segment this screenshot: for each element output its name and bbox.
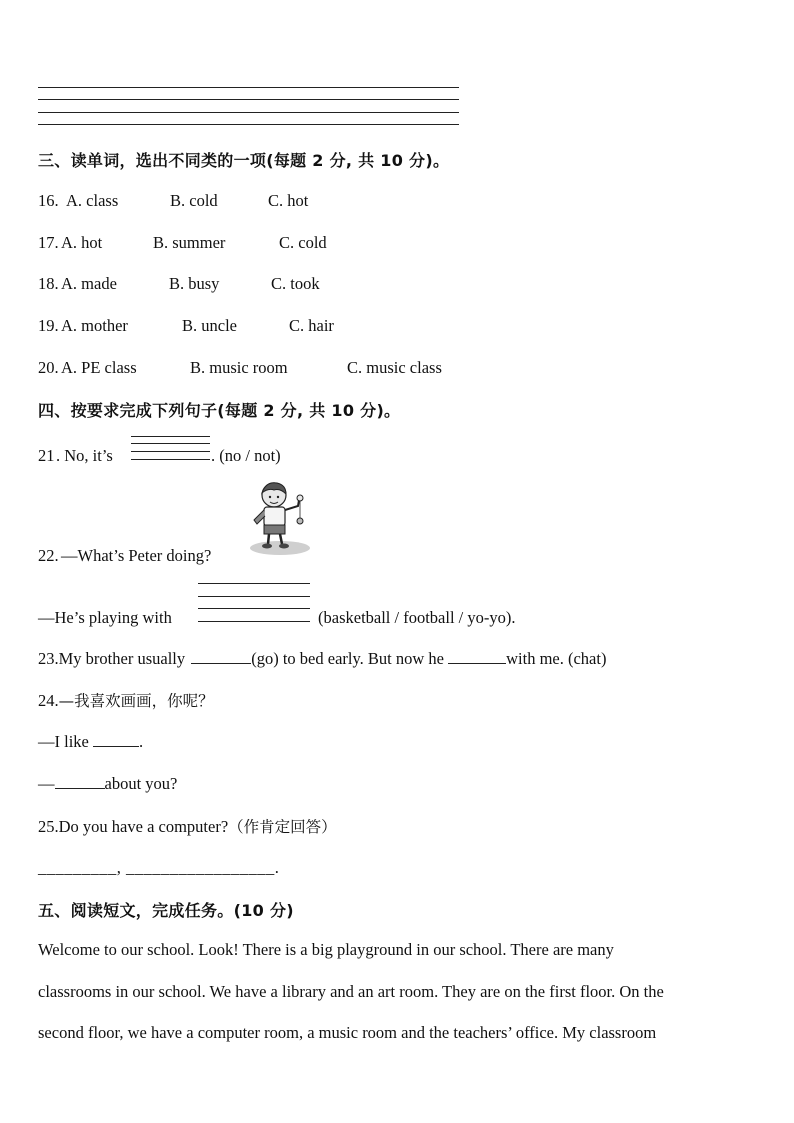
passage-line: classrooms in our school. We have a library and an art room. They are on the first floor. On the: [38, 982, 664, 1001]
question-text: —What’s Peter doing?: [61, 546, 212, 565]
punctuation: .: [139, 732, 144, 751]
answer-prefix: —I like: [38, 732, 89, 751]
option-c: C. music class: [347, 358, 442, 377]
answer-line[interactable]: [198, 608, 310, 609]
question-number: 22.: [38, 546, 59, 565]
answer-prefix: —: [38, 774, 55, 793]
question-number: 25.: [38, 817, 59, 836]
question-hint: (basketball / football / yo-yo).: [318, 608, 516, 627]
answer-blank[interactable]: [55, 774, 105, 789]
option-c: C. hot: [268, 191, 309, 210]
answer-line: [38, 99, 459, 100]
option-a: A. made: [61, 274, 117, 293]
question-number: 19.: [38, 316, 59, 335]
option-b: B. music room: [190, 358, 288, 377]
answer-line: [38, 112, 459, 113]
answer-blank[interactable]: _________, _________________.: [38, 858, 280, 877]
question-number: 16.: [38, 191, 59, 210]
option-b: B. summer: [153, 233, 226, 252]
question-note: （作肯定回答）: [228, 818, 337, 836]
question-number: 21: [38, 446, 55, 465]
option-a: A. mother: [61, 316, 128, 335]
answer-prefix: —He’s playing with: [38, 608, 172, 627]
answer-line[interactable]: [131, 443, 210, 444]
question-number: 20.: [38, 358, 59, 377]
option-c: C. took: [271, 274, 320, 293]
question-text: about you?: [104, 774, 178, 793]
answer-line[interactable]: [198, 621, 310, 622]
option-b: B. busy: [169, 274, 220, 293]
question-text: —我喜欢画画，你呢？: [58, 692, 214, 710]
section-4-heading: 四、按要求完成下列句子(每题 2 分, 共 10 分)。: [38, 401, 401, 420]
question-text: (go) to bed early. But now he: [251, 649, 444, 668]
answer-blank[interactable]: [448, 649, 506, 664]
passage-line: Welcome to our school. Look! There is a big playground in our school. There are many: [38, 940, 614, 959]
question-number: 24.: [38, 691, 59, 710]
answer-line[interactable]: [131, 436, 210, 437]
question-text: Do you have a computer?: [58, 817, 229, 836]
option-a: A. class: [66, 191, 119, 210]
answer-line[interactable]: [198, 583, 310, 584]
question-number: 23.: [38, 649, 59, 668]
question-number: 17.: [38, 233, 59, 252]
option-a: A. hot: [61, 233, 103, 252]
answer-blank[interactable]: [93, 732, 139, 747]
passage-line: second floor, we have a computer room, a music room and the teachers’ office. My classroom: [38, 1023, 657, 1042]
answer-line: [38, 124, 459, 125]
question-text: . No, it’s: [56, 446, 113, 465]
question-23: [38, 649, 606, 669]
answer-line: [38, 87, 459, 88]
answer-line[interactable]: [198, 596, 310, 597]
option-b: B. cold: [170, 191, 218, 210]
option-b: B. uncle: [182, 316, 237, 335]
section-3-heading: 三、读单词，选出不同类的一项(每题 2 分, 共 10 分)。: [38, 151, 450, 170]
option-c: C. hair: [289, 316, 334, 335]
answer-blank[interactable]: [191, 649, 251, 664]
question-text: My brother usually: [58, 649, 186, 668]
answer-line[interactable]: [131, 459, 210, 460]
question-hint: . (no / not): [211, 446, 281, 465]
option-a: A. PE class: [61, 358, 137, 377]
option-c: C. cold: [279, 233, 327, 252]
question-text: with me. (chat): [506, 649, 607, 668]
boy-with-yoyo-illustration: [244, 478, 314, 558]
answer-line[interactable]: [131, 451, 210, 452]
section-5-heading: 五、阅读短文，完成任务。(10 分): [38, 901, 294, 920]
question-number: 18.: [38, 274, 59, 293]
